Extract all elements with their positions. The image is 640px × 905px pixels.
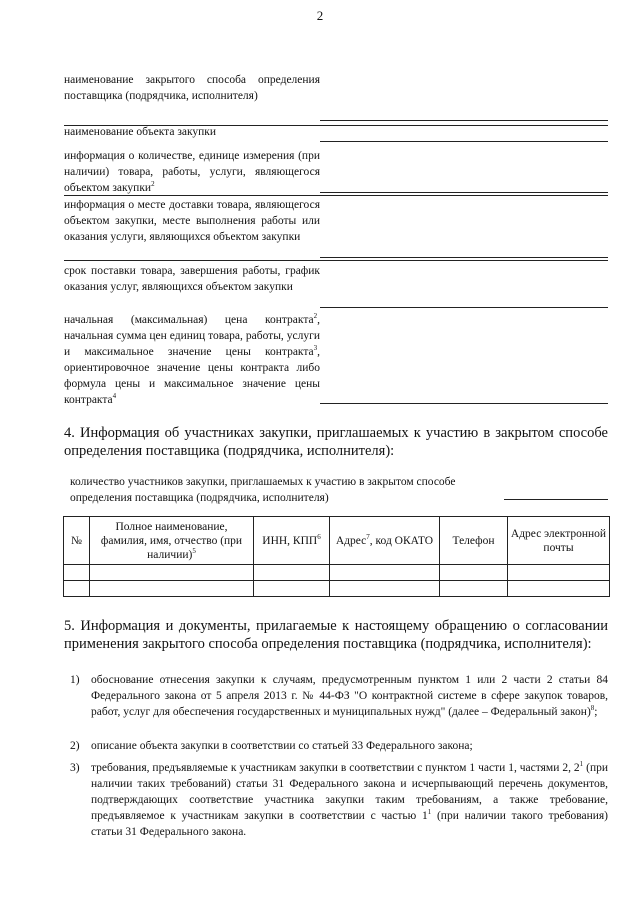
list-item-number: 1) — [70, 674, 80, 686]
table-cell[interactable] — [64, 565, 90, 581]
table-cell[interactable] — [440, 565, 508, 581]
participants-table — [63, 516, 610, 597]
list-item-number: 3) — [70, 762, 80, 774]
list-item-text: требования, предъявляемые к участникам закупки в соответствии с пунктом 1 части 1, частями 2, $2^1$ (при наличии таких требований) статьи 31 Федерального закона и исчерпывающий перечень документов, подтверждающих соответствие участника закупки таким требованиям, а также требование, предъявляемое к участникам закупки в соответствии с частью $1^1$ (при наличии такого требования) статьи 31 Федерального закона. — [91, 760, 609, 838]
list-item-text: описание объекта закупки в соответствии со статьей 33 Федерального закона; — [91, 740, 473, 752]
table-row — [64, 565, 610, 581]
table-cell[interactable] — [330, 581, 440, 597]
table-cell[interactable] — [64, 581, 90, 597]
col-phone-header: Телефон — [440, 517, 508, 565]
field-delivery-term-label: срок поставки товара, завершения работы, график оказания услуг, являющихся объектом закупки — [64, 265, 320, 293]
col-inn-kpp-header: ИНН, КПП$^6$ — [254, 517, 330, 565]
col-email-header: Адрес электронной почты — [508, 517, 610, 565]
table-header-row — [64, 517, 610, 565]
participants-count-line[interactable] — [504, 499, 608, 500]
table-cell[interactable] — [254, 581, 330, 597]
field-closed-method-label: наименование закрытого способа определения поставщика (подрядчика, исполнителя) — [64, 74, 320, 102]
row-separator — [64, 195, 608, 196]
page-number: 2 — [316, 8, 324, 23]
field-delivery-place-label: информация о месте доставки товара, являющегося объектом закупки, месте выполнения работы или оказания услуги, являющихся объектом закупки — [64, 199, 320, 243]
col-address-header: Адрес$^7$, код ОКАТО — [330, 517, 440, 565]
list-item-number: 2) — [70, 740, 80, 752]
field-delivery-term-line[interactable] — [320, 307, 608, 308]
list-item-text: обоснование отнесения закупки к случаям, предусмотренным пунктом 1 или 2 части 2 статьи 84 Федерального закона от 5 апреля 2013 г. № 44-ФЗ "О контрактной системе в сфере закупок товаров, работ, услуг для обеспечения государственных и муниципальных нужд" (далее – Федеральный закон)$^8$; — [91, 674, 608, 718]
field-quantity-label: информация о количестве, единице измерения (при наличии) товара, работы, услуги, являющегося объектом закупки$^2$ — [64, 150, 320, 194]
section-5-heading: 5. Информация и документы, прилагаемые к настоящему обращению о согласовании применения закрытого способа определения поставщика (подрядчика, исполнителя): — [64, 618, 608, 652]
table-cell[interactable] — [90, 565, 254, 581]
participants-count-label: количество участников закупки, приглашаемых к участию в закрытом способе определения поставщика (подрядчика, исполнителя) — [70, 476, 456, 504]
table-cell[interactable] — [440, 581, 508, 597]
section-4-heading: 4. Информация об участниках закупки, приглашаемых к участию в закрытом способе определения поставщика (подрядчика, исполнителя): — [64, 425, 608, 459]
table-cell[interactable] — [508, 565, 610, 581]
row-separator — [64, 260, 608, 261]
field-closed-method-line[interactable] — [320, 120, 608, 121]
field-max-price-label: начальная (максимальная) цена контракта$^2$, начальная сумма цен единиц товара, работы, услуги и максимальное значение цены контракта$^3$, ориентировочное значение цены контракта либо формула цены и максимальное значение цены контракта$^4$ — [64, 312, 320, 406]
field-procurement-object-label: наименование объекта закупки — [64, 126, 217, 138]
table-cell[interactable] — [330, 565, 440, 581]
field-procurement-object-line[interactable] — [320, 141, 608, 142]
field-quantity-line[interactable] — [320, 192, 608, 193]
table-cell[interactable] — [90, 581, 254, 597]
table-cell[interactable] — [254, 565, 330, 581]
table-row — [64, 581, 610, 597]
col-number-header: № — [64, 517, 90, 565]
col-name-header: Полное наименование, фамилия, имя, отчество (при наличии)$^5$ — [90, 517, 254, 565]
table-cell[interactable] — [508, 581, 610, 597]
field-delivery-place-line[interactable] — [320, 257, 608, 258]
field-max-price-line[interactable] — [320, 403, 608, 404]
